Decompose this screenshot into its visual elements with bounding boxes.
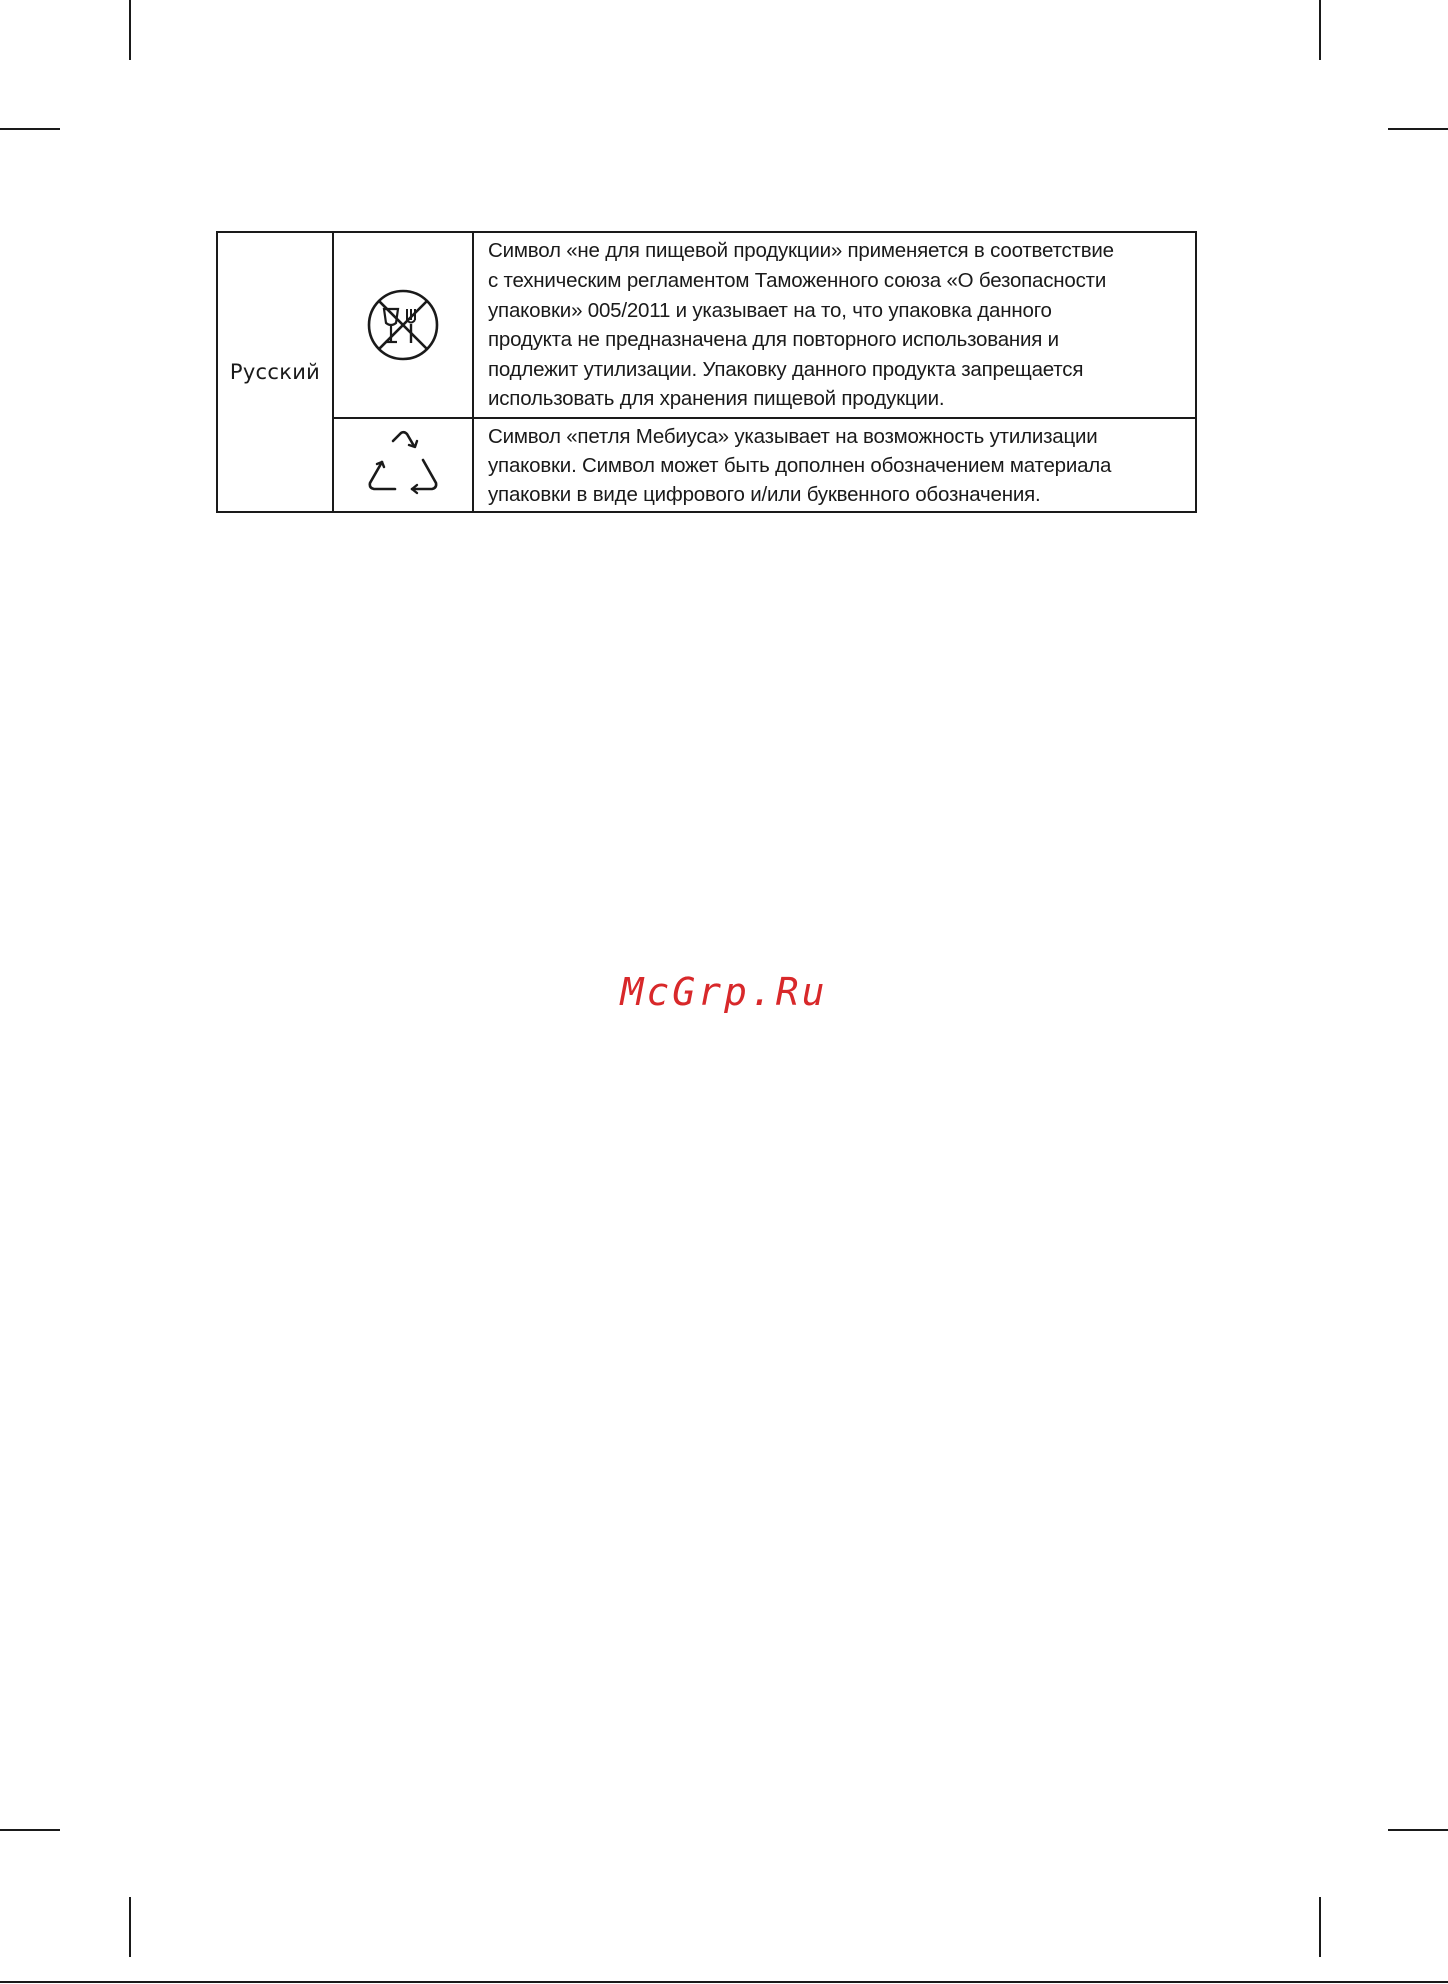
mobius-loop-icon xyxy=(363,428,443,502)
description-line: продукта не предназначена для повторного использования и xyxy=(488,328,1059,352)
crop-mark-left-bottom xyxy=(0,1829,60,1831)
description-line: Символ «петля Мебиуса» указывает на возможность утилизации xyxy=(488,424,1098,448)
watermark-logo: McGrp.Ru xyxy=(620,970,828,1014)
not-for-food-icon xyxy=(365,287,441,363)
table-row xyxy=(217,418,1196,512)
mobius-loop-description xyxy=(473,418,1196,512)
crop-mark-top-left xyxy=(129,0,131,60)
description-line: Символ «не для пищевой продукции» применяется в соответствие xyxy=(488,239,1114,263)
language-label: Русский xyxy=(217,232,333,512)
crop-mark-left-top xyxy=(0,128,60,130)
description-line: с техническим регламентом Таможенного союза «О безопасности xyxy=(488,268,1107,292)
crop-mark-right-bottom xyxy=(1388,1829,1448,1831)
packaging-symbols-table xyxy=(216,231,1197,513)
crop-mark-bottom-right xyxy=(1319,1897,1321,1957)
crop-mark-right-top xyxy=(1388,128,1448,130)
description-line: использовать для хранения пищевой продукции. xyxy=(488,387,945,411)
description-line: упаковки. Символ может быть дополнен обозначением материала xyxy=(488,453,1112,477)
bottom-rule xyxy=(0,1981,1448,1983)
icon-cell xyxy=(333,418,473,512)
description-line: подлежит утилизации. Упаковку данного продукта запрещается xyxy=(488,357,1084,381)
crop-mark-top-right xyxy=(1319,0,1321,60)
description-line: упаковки» 005/2011 и указывает на то, что упаковка данного xyxy=(488,298,1052,322)
not-for-food-description xyxy=(473,232,1196,418)
icon-cell xyxy=(333,232,473,418)
description-line: упаковки в виде цифрового и/или буквенного обозначения. xyxy=(488,482,1041,506)
crop-mark-bottom-left xyxy=(129,1897,131,1957)
table-row xyxy=(217,232,1196,418)
